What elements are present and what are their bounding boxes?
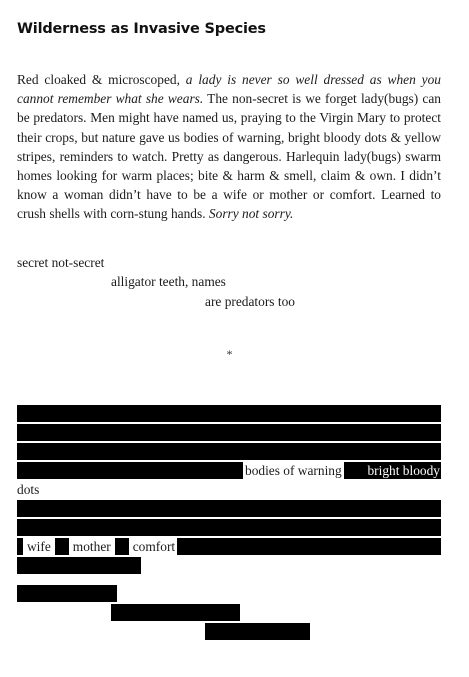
poem-title: Wilderness as Invasive Species (17, 21, 266, 37)
redaction-bar (55, 538, 69, 555)
redaction-bar (17, 500, 441, 517)
revealed-word: bodies of warning (245, 463, 342, 478)
prose-text-2: The non-secret is we forget lady(bugs) can be predators. Men might have named us, praying to the Virgin Mary to protect their crops, but nature gave us bodies of warning, bright bloody dots & yellow stripes, reminders to watch. Pretty as dangerous. Harlequin lady(bugs) swarm homes looking for warm places; bite & harm & smell, claim & own. I didn’t know a woman didn’t have to be a wife or mother or comfort. Learned to crush shells with corn-stung hands. (17, 91, 441, 222)
redaction-bar (17, 557, 141, 574)
redaction-row (17, 604, 441, 621)
revealed-word: mother (72, 539, 111, 554)
redaction-row (17, 405, 441, 422)
redaction-row (17, 623, 441, 640)
redaction-row (17, 443, 441, 460)
erasure-line-woman (17, 538, 441, 555)
redaction-bar (115, 538, 129, 555)
redaction-row (17, 424, 441, 441)
revealed-word: comfort (132, 539, 176, 554)
redaction-row (17, 500, 441, 517)
redaction-bar (111, 604, 240, 621)
redaction-bar (17, 424, 441, 441)
section-separator: * (226, 347, 233, 361)
revealed-word-inverted: bright bloody (348, 462, 441, 479)
redaction-bar (17, 405, 441, 422)
prose-closing-italic: Sorry not sorry. (208, 206, 294, 222)
redaction-bar (17, 519, 441, 536)
redaction-bar (17, 585, 117, 602)
stanza-line-2: alligator teeth, names (111, 274, 226, 290)
erasure-line-dots (17, 481, 441, 498)
prose-text-1: Red cloaked & microscoped, (17, 72, 186, 87)
stanza-line-1: secret not-secret (17, 255, 105, 270)
redaction-bar (177, 538, 441, 555)
redaction-bar (205, 623, 310, 640)
prose-epigraph-italic: a lady is never so well dressed as when you cannot remember what she wears. (17, 72, 441, 107)
stanza (17, 253, 447, 311)
revealed-word: wife (27, 539, 51, 554)
redaction-bar (17, 443, 441, 460)
stanza-line-3: are predators too (205, 293, 295, 309)
redaction-row (17, 557, 441, 574)
redaction-bar (17, 462, 243, 479)
erasure-poem (17, 405, 441, 642)
redaction-row (17, 519, 441, 536)
revealed-word: dots (17, 482, 40, 497)
prose-paragraph (17, 70, 441, 224)
redaction-row (17, 585, 441, 602)
erasure-line-warning (17, 462, 441, 479)
